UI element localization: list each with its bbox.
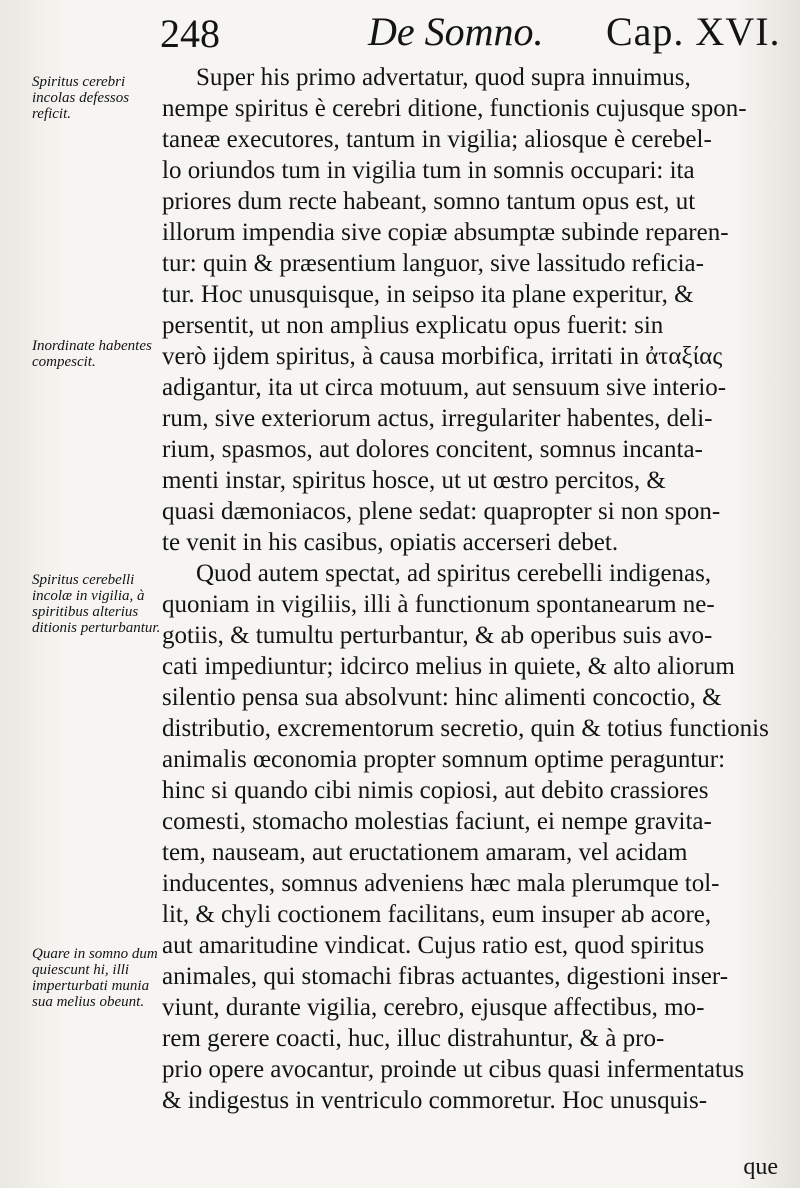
text-line: comesti, stomacho molestias faciunt, ei nempe gravita- (162, 808, 712, 835)
text-line: tem, nauseam, aut eructationem amaram, vel acidam (162, 839, 688, 866)
text-line: rem gerere coacti, huc, illuc distrahuntur, & à pro- (162, 1025, 665, 1052)
margin-note: Spiritus cerebelli incolæ in vigilia, à spiritibus alterius ditionis perturbantur. (32, 572, 161, 636)
text-line: aut amaritudine vindicat. Cujus ratio est, quod spiritus (162, 932, 705, 959)
text-line: priores dum recte habeant, somno tantum opus est, ut (162, 188, 696, 215)
chapter-heading: Cap. XVI. (606, 9, 781, 54)
page-number: 248 (160, 11, 220, 56)
text-line: nempe spiritus è cerebri ditione, functionis cujusque spon- (162, 95, 747, 122)
text-line: silentio pensa sua absolvunt: hinc alimenti concoctio, & (162, 684, 722, 711)
margin-note: Quare in somno dum quiescunt hi, illi imperturbati munia sua melius obeunt. (32, 946, 158, 1010)
text-line: viunt, durante vigilia, cerebro, ejusque affectibus, mo- (162, 994, 705, 1021)
margin-note: Spiritus cerebri incolas defessos reficit. (32, 74, 130, 122)
body-text (162, 62, 774, 1116)
catchword: que (743, 1154, 778, 1180)
page-header (0, 4, 800, 56)
text-line: persentit, ut non amplius explicatu opus fuerit: sin (162, 312, 664, 339)
margin-note: Inordinate habentes compescit. (32, 338, 152, 370)
text-line: te venit in his casibus, opiatis accerseri debet. (162, 529, 619, 556)
text-line: menti instar, spiritus hosce, ut ut œstro percitos, & (162, 467, 666, 494)
text-line: tur. Hoc unusquisque, in seipso ita plane experitur, & (162, 281, 694, 308)
text-line: illorum impendia sive copiæ absumptæ subinde reparen- (162, 219, 729, 246)
text-line: quasi dæmoniacos, plene sedat: quapropter si non spon- (162, 498, 721, 525)
text-line: verò ijdem spiritus, à causa morbifica, irritati in ἀταξίας (162, 343, 723, 370)
text-line: cati impediuntur; idcirco melius in quiete, & alto aliorum (162, 653, 735, 680)
text-line: taneæ executores, tantum in vigilia; aliosque è cerebel- (162, 126, 712, 153)
text-line: rum, sive exteriorum actus, irregulariter habentes, deli- (162, 405, 713, 432)
text-line: animalis œconomia propter somnum optime peraguntur: (162, 746, 726, 773)
text-line: tur: quin & præsentium languor, sive lassitudo reficia- (162, 250, 704, 277)
text-line: gotiis, & tumultu perturbantur, & ab operibus suis avo- (162, 622, 713, 649)
text-line: & indigestus in ventriculo commoretur. Hoc unusquis- (162, 1087, 708, 1114)
text-line: lo oriundos tum in vigilia tum in somnis occupari: ita (162, 157, 695, 184)
text-line: inducentes, somnus adveniens hæc mala plerumque tol- (162, 870, 720, 897)
text-line: distributio, excrementorum secretio, quin & totius functionis (162, 715, 769, 742)
text-line: quoniam in vigiliis, illi à functionum spontanearum ne- (162, 591, 715, 618)
text-line: Super his primo advertatur, quod supra innuimus, (196, 64, 691, 91)
running-head: De Somno. (368, 9, 544, 54)
text-line: Quod autem spectat, ad spiritus cerebelli indigenas, (196, 560, 712, 587)
text-line: hinc si quando cibi nimis copiosi, aut debito crassiores (162, 777, 709, 804)
text-line: adigantur, ita ut circa motuum, aut sensuum sive interio- (162, 374, 727, 401)
text-line: prio opere avocantur, proinde ut cibus quasi infermentatus (162, 1056, 745, 1083)
text-line: rium, spasmos, aut dolores concitent, somnus incanta- (162, 436, 703, 463)
text-line: animales, qui stomachi fibras actuantes, digestioni inser- (162, 963, 729, 990)
text-line: lit, & chyli coctionem facilitans, eum insuper ab acore, (162, 901, 712, 928)
